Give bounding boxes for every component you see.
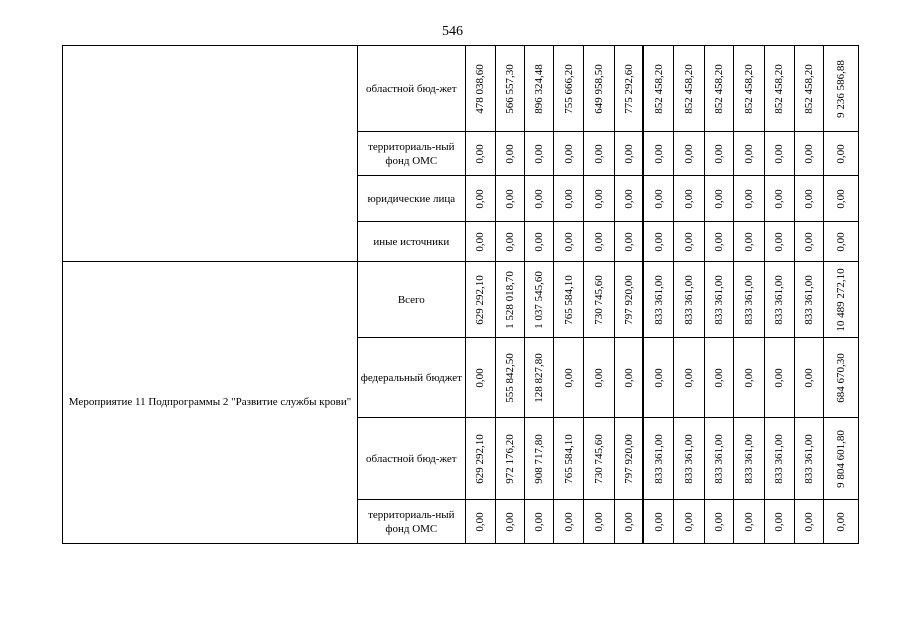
value-text: 0,00 [713,231,726,252]
value-text: 0,00 [683,231,696,252]
value-cell [553,418,584,500]
value-cell [496,222,525,262]
value-cell [674,262,705,338]
value-cell [795,338,824,418]
value-cell [553,132,584,176]
value-text: 0,00 [593,188,606,209]
value-text: 0,00 [562,367,575,388]
value-cell [795,46,824,132]
value-text: 833 361,00 [803,274,816,325]
value-cell [615,176,644,222]
value-text: 0,00 [683,143,696,164]
table-row [63,262,859,338]
value-cell [553,222,584,262]
value-cell [496,500,525,544]
value-text: 478 038,60 [474,63,487,114]
value-cell [615,262,644,338]
value-cell [524,222,553,262]
value-text: 833 361,00 [652,274,665,325]
value-cell [584,132,615,176]
value-text: 0,00 [622,511,635,532]
value-text: 0,00 [834,511,847,532]
value-cell [553,46,584,132]
value-cell [643,338,674,418]
value-cell [465,418,496,500]
value-cell [674,500,705,544]
value-text: 0,00 [773,511,786,532]
value-cell [764,418,795,500]
value-cell [643,222,674,262]
value-text: 0,00 [803,367,816,388]
value-cell [733,338,764,418]
value-cell [733,222,764,262]
value-cell [465,46,496,132]
value-text: 852 458,20 [742,63,755,114]
value-text: 0,00 [532,188,545,209]
value-cell [823,338,858,418]
value-text: 0,00 [742,231,755,252]
value-cell [496,418,525,500]
value-cell [705,500,734,544]
value-text: 852 458,20 [803,63,816,114]
value-cell [496,132,525,176]
value-cell [465,262,496,338]
value-text: 0,00 [713,367,726,388]
value-text: 908 717,80 [532,433,545,484]
value-text: 0,00 [562,143,575,164]
value-text: 0,00 [474,367,487,388]
value-text: 0,00 [474,511,487,532]
value-text: 852 458,20 [683,63,696,114]
value-cell [615,46,644,132]
value-text: 896 324,48 [532,63,545,114]
value-cell [733,132,764,176]
value-cell [764,132,795,176]
value-text: 0,00 [593,231,606,252]
value-text: 0,00 [773,231,786,252]
value-cell [465,176,496,222]
value-text: 0,00 [622,143,635,164]
value-text: 0,00 [683,188,696,209]
measure-cell-empty [63,46,358,262]
funding-source: областной бюд-жет [358,418,466,500]
value-cell [823,222,858,262]
value-cell [584,338,615,418]
value-cell [733,262,764,338]
value-cell [705,176,734,222]
value-cell [733,46,764,132]
value-cell [823,46,858,132]
funding-source: территориаль-ный фонд ОМС [358,132,466,176]
value-cell [674,338,705,418]
value-text: 0,00 [652,511,665,532]
value-text: 0,00 [834,188,847,209]
value-cell [733,500,764,544]
value-cell [465,338,496,418]
value-cell [465,500,496,544]
value-text: 1 037 545,60 [532,270,545,329]
value-cell [524,338,553,418]
value-text: 0,00 [532,511,545,532]
value-cell [524,46,553,132]
value-cell [674,222,705,262]
value-cell [795,132,824,176]
value-text: 0,00 [773,188,786,209]
value-text: 833 361,00 [773,274,786,325]
value-text: 730 745,60 [593,433,606,484]
value-text: 9 236 586,88 [834,59,847,118]
page-number: 546 [442,24,463,39]
value-cell [674,176,705,222]
funding-source: иные источники [358,222,466,262]
value-cell [643,418,674,500]
value-text: 566 557,30 [504,63,517,114]
value-text: 852 458,20 [713,63,726,114]
value-cell [733,176,764,222]
value-cell [674,132,705,176]
value-text: 833 361,00 [713,274,726,325]
value-text: 0,00 [562,188,575,209]
value-text: 0,00 [652,188,665,209]
value-text: 629 292,10 [474,433,487,484]
value-text: 0,00 [803,231,816,252]
value-text: 0,00 [474,143,487,164]
value-cell [705,262,734,338]
value-cell [553,176,584,222]
value-cell [524,132,553,176]
value-text: 0,00 [803,188,816,209]
value-cell [643,176,674,222]
budget-table-body [63,46,859,544]
value-cell [615,500,644,544]
measure-name: Мероприятие 11 Подпрограммы 2 "Развитие службы крови" [63,262,358,544]
value-cell [674,46,705,132]
value-text: 0,00 [834,231,847,252]
value-cell [643,262,674,338]
value-cell [705,418,734,500]
value-cell [643,46,674,132]
funding-source: областной бюд-жет [358,46,466,132]
value-cell [705,338,734,418]
value-text: 765 584,10 [562,274,575,325]
value-text: 0,00 [622,367,635,388]
value-text: 0,00 [622,231,635,252]
value-cell [615,418,644,500]
value-cell [733,418,764,500]
value-cell [674,418,705,500]
value-text: 0,00 [532,143,545,164]
value-text: 0,00 [622,188,635,209]
value-cell [524,500,553,544]
value-text: 0,00 [504,511,517,532]
value-cell [524,418,553,500]
value-text: 833 361,00 [742,433,755,484]
value-cell [795,262,824,338]
value-cell [795,176,824,222]
value-text: 0,00 [652,143,665,164]
value-text: 0,00 [713,143,726,164]
value-text: 0,00 [474,188,487,209]
value-text: 0,00 [713,188,726,209]
value-text: 649 958,50 [593,63,606,114]
value-text: 0,00 [742,367,755,388]
value-text: 629 292,10 [474,274,487,325]
funding-source: территориаль-ный фонд ОМС [358,500,466,544]
value-text: 0,00 [593,367,606,388]
value-cell [465,222,496,262]
value-cell [764,262,795,338]
value-text: 765 584,10 [562,433,575,484]
value-text: 10 489 272,10 [834,267,847,332]
value-cell [764,46,795,132]
value-text: 0,00 [652,367,665,388]
value-text: 0,00 [773,143,786,164]
value-cell [615,222,644,262]
value-text: 0,00 [773,367,786,388]
value-cell [465,132,496,176]
value-cell [584,176,615,222]
value-text: 775 292,60 [622,63,635,114]
value-cell [584,500,615,544]
value-cell [584,262,615,338]
value-cell [553,338,584,418]
value-text: 0,00 [504,188,517,209]
value-text: 972 176,20 [504,433,517,484]
value-text: 0,00 [504,143,517,164]
value-text: 0,00 [742,188,755,209]
value-cell [823,500,858,544]
value-text: 730 745,60 [593,274,606,325]
value-text: 0,00 [474,231,487,252]
value-text: 0,00 [713,511,726,532]
funding-source: Всего [358,262,466,338]
value-text: 0,00 [504,231,517,252]
value-text: 833 361,00 [652,433,665,484]
value-cell [823,418,858,500]
value-cell [795,222,824,262]
value-cell [584,46,615,132]
value-cell [764,500,795,544]
value-text: 0,00 [834,143,847,164]
value-text: 0,00 [562,231,575,252]
value-text: 0,00 [683,511,696,532]
value-text: 833 361,00 [803,433,816,484]
value-text: 833 361,00 [773,433,786,484]
value-text: 852 458,20 [652,63,665,114]
table-row [63,46,859,132]
value-cell [524,262,553,338]
value-text: 0,00 [803,143,816,164]
value-cell [764,176,795,222]
value-text: 0,00 [593,511,606,532]
value-cell [553,500,584,544]
value-text: 684 670,30 [834,352,847,403]
value-text: 852 458,20 [773,63,786,114]
value-text: 1 528 018,70 [504,270,517,329]
value-cell [764,338,795,418]
value-cell [705,46,734,132]
value-cell [823,176,858,222]
value-text: 0,00 [742,143,755,164]
value-cell [615,338,644,418]
value-cell [553,262,584,338]
value-cell [795,418,824,500]
value-cell [584,418,615,500]
value-text: 0,00 [532,231,545,252]
value-cell [643,132,674,176]
value-text: 797 920,00 [622,274,635,325]
value-cell [524,176,553,222]
value-cell [496,46,525,132]
value-cell [496,338,525,418]
value-text: 833 361,00 [713,433,726,484]
funding-source: федеральный бюджет [358,338,466,418]
value-text: 0,00 [742,511,755,532]
value-text: 755 666,20 [562,63,575,114]
budget-table [62,45,859,544]
value-text: 0,00 [803,511,816,532]
value-cell [823,132,858,176]
value-text: 9 804 601,80 [834,429,847,488]
value-cell [823,262,858,338]
value-cell [496,262,525,338]
value-cell [584,222,615,262]
value-text: 833 361,00 [683,274,696,325]
value-cell [795,500,824,544]
value-text: 555 842,50 [504,352,517,403]
value-cell [496,176,525,222]
funding-source: юридические лица [358,176,466,222]
value-text: 0,00 [683,367,696,388]
value-text: 0,00 [593,143,606,164]
value-text: 0,00 [652,231,665,252]
value-cell [764,222,795,262]
value-text: 128 827,80 [532,352,545,403]
value-text: 833 361,00 [683,433,696,484]
value-cell [705,132,734,176]
value-cell [615,132,644,176]
value-cell [643,500,674,544]
value-text: 797 920,00 [622,433,635,484]
value-cell [705,222,734,262]
value-text: 0,00 [562,511,575,532]
value-text: 833 361,00 [742,274,755,325]
